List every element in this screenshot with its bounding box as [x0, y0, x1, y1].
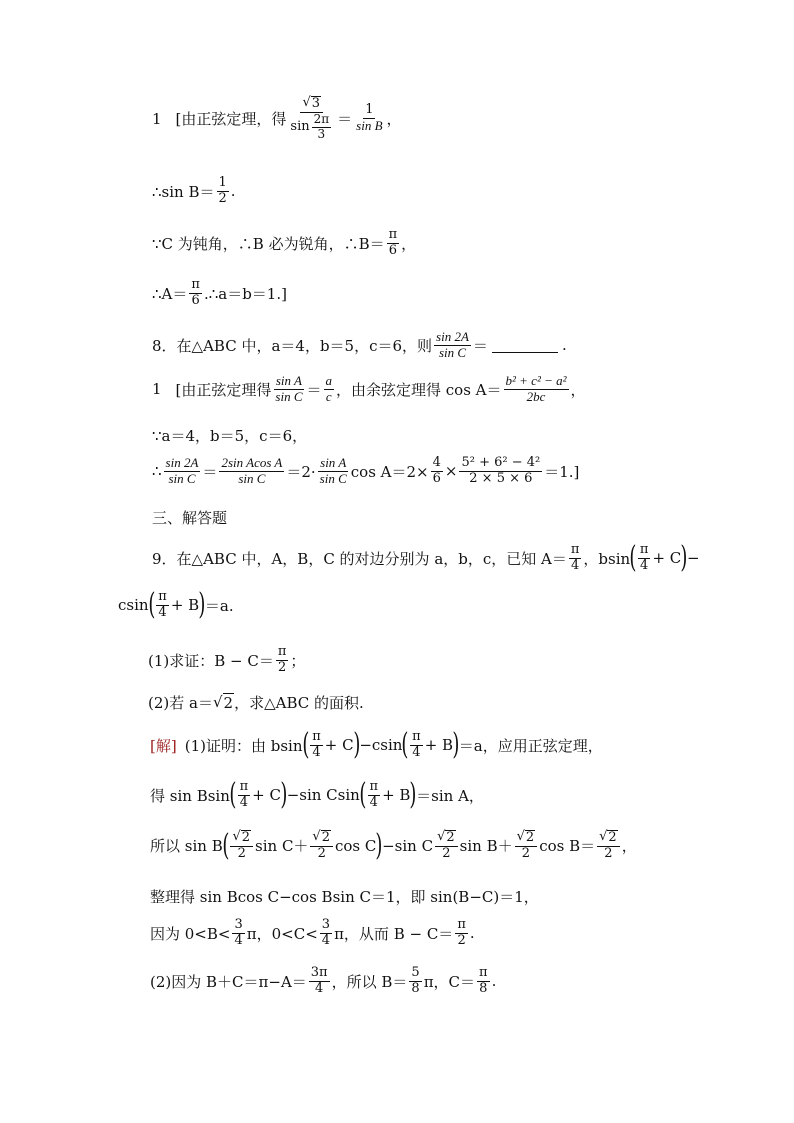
fraction: $\frac{\pi}{4}$ — [312, 729, 321, 760]
question-9-part-1: (1)求证：B − C＝ $\frac{\pi}{2}$ ； — [148, 644, 306, 675]
fraction: $\frac{\text{sin A}}{\text{sin C}}$ — [275, 373, 303, 404]
fraction: $\frac{\sin 2A}{\text{sin C}}$ — [165, 455, 199, 486]
question-8: 8．在△ABC 中，a＝4，b＝5，c＝6，则 $\frac{\sin 2A}{\text{sin C}}$ ＝ . — [152, 329, 567, 360]
fraction: $\frac{\pi}{4}$ — [239, 779, 249, 810]
fraction: $\frac{\pi}{8}$ — [479, 965, 488, 996]
fraction: $\frac{3}{4}$ — [321, 917, 331, 948]
solution-line-2: 得 sin Bsin ( $\frac{\pi}{4}$ + C ) −sin Csin ( $\frac{\pi}{4}$ + B ) ＝sin A， — [150, 777, 484, 813]
question-9-part-2: (2)若 a＝ √ 2 ，求△ABC 的面积. — [148, 693, 364, 712]
fraction: $\frac{3\pi}{4}$ — [310, 965, 328, 996]
answer-value: 1 — [152, 380, 162, 399]
solution-line-3: 所以 sin B ( √ 2 2 sin C＋ √ 2 2 cos C ) −sin C √ 2 2 sin B＋ √ 2 2 cos B＝ √ 2 2 ， — [150, 827, 637, 863]
fraction: $\frac{\text{sin A}}{\text{sin C}}$ — [319, 455, 347, 486]
fraction: √ 3 sin $\frac{2\pi}{3}$ — [290, 95, 330, 141]
fraction: $\frac{\pi}{4}$ — [639, 542, 649, 573]
q7-answer-line: 1 [由正弦定理，得 √ 3 sin $\frac{2\pi}{3}$ ＝ $\frac{1}{\text{sin B}}$ ， — [152, 95, 402, 141]
q8-answer-line-1: 1 [由正弦定理得 $\frac{\text{sin A}}{\text{sin C}}$ ＝ $\frac{a}{c}$ ，由余弦定理得 cos A＝ $\frac{\text{b² + c² − a²}}{2bc}$ ， — [152, 373, 586, 404]
fraction: $\frac{\pi}{2}$ — [457, 917, 466, 948]
fraction: $\frac{\pi}{4}$ — [412, 729, 421, 760]
q8-answer-line-3: ∴ $\frac{\sin 2A}{\text{sin C}}$ ＝ $\frac{\text{2sin Acos A}}{\text{sin C}}$ ＝2· $\frac{\text{sin A}}{\text{sin C}}$ cos A＝2× $\frac{4}{6}$ × $\frac{\text{5² + 6² − 4²}}{2 \times 5 \times 6}$ ＝1.] — [152, 455, 580, 486]
fraction: $\frac{\text{b² + c² − a²}}{2bc}$ — [505, 373, 567, 404]
fraction: $\frac{\sin 2A}{\text{sin C}}$ — [436, 329, 469, 360]
solution-line-4: 整理得 sin Bcos C−cos Bsin C＝1，即 sin(B−C)＝1， — [150, 888, 539, 906]
sinB-line: ∴sin B＝ $\frac{1}{2}$ . — [152, 175, 236, 206]
q8-answer-line-2: ∵a＝4，b＝5，c＝6， — [152, 427, 308, 445]
section-heading: 三、解答题 — [152, 509, 228, 527]
fraction: √ 2 2 — [310, 830, 333, 862]
fraction: $\frac{\pi}{4}$ — [570, 542, 580, 573]
fraction: √ 2 2 — [597, 830, 620, 862]
fraction: $\frac{1}{\text{sin B}}$ — [356, 102, 383, 134]
fraction: $\frac{a}{c}$ — [325, 373, 333, 404]
fraction: $\frac{5}{8}$ — [411, 965, 420, 996]
solution-line-5: 因为 0<B< $\frac{3}{4}$ π，0<C< $\frac{3}{4}$ π，从而 B − C＝ $\frac{\pi}{2}$ . — [150, 917, 475, 948]
fraction: $\frac{3}{4}$ — [234, 917, 243, 948]
fraction: √ 2 2 — [230, 830, 253, 862]
fraction: $\frac{1}{2}$ — [218, 175, 227, 206]
fraction: $\frac{\pi}{6}$ — [191, 277, 200, 308]
question-9-line-1: 9．在△ABC 中，A，B，C 的对边分别为 a，b，c，已知 A＝ $\frac{\pi}{4}$ ，bsin ( $\frac{\pi}{4}$ + C ) − — [152, 540, 700, 576]
question-9-line-2: csin ( $\frac{\pi}{4}$ + B ) ＝a. — [118, 587, 234, 623]
answer-value: 1 — [152, 109, 162, 128]
fraction: $\frac{\pi}{4}$ — [158, 589, 167, 620]
fraction: $\frac{4}{6}$ — [432, 455, 441, 486]
fraction: $\frac{\pi}{2}$ — [277, 644, 287, 675]
solution-line-1: [解] (1)证明：由 bsin ( $\frac{\pi}{4}$ + C ) −csin ( $\frac{\pi}{4}$ + B ) ＝a，应用正弦定理， — [150, 727, 603, 763]
solution-tag: [解] — [150, 736, 177, 755]
A-line: ∴A＝ $\frac{\pi}{6}$ .∴a＝b＝1.] — [152, 277, 287, 308]
fraction: √ 2 2 — [515, 830, 538, 862]
solution-line-6: (2)因为 B＋C＝π−A＝ $\frac{3\pi}{4}$ ，所以 B＝ $\frac{5}{8}$ π，C＝ $\frac{\pi}{8}$ . — [150, 965, 497, 996]
fraction: $\frac{\text{2sin Acos A}}{\text{sin C}}$ — [221, 455, 283, 486]
answer-text: [由正弦定理，得 — [175, 110, 287, 129]
C-obtuse-line: ∵C 为钝角，∴B 必为锐角，∴B＝ $\frac{\pi}{6}$ ， — [152, 227, 417, 258]
answer-blank — [492, 338, 558, 353]
fraction: $\frac{\text{5² + 6² − 4²}}{2 \times 5 \times 6}$ — [461, 455, 541, 486]
fraction: $\frac{\pi}{6}$ — [388, 227, 398, 258]
fraction: √ 2 2 — [435, 830, 458, 862]
fraction: $\frac{\pi}{4}$ — [369, 779, 379, 810]
